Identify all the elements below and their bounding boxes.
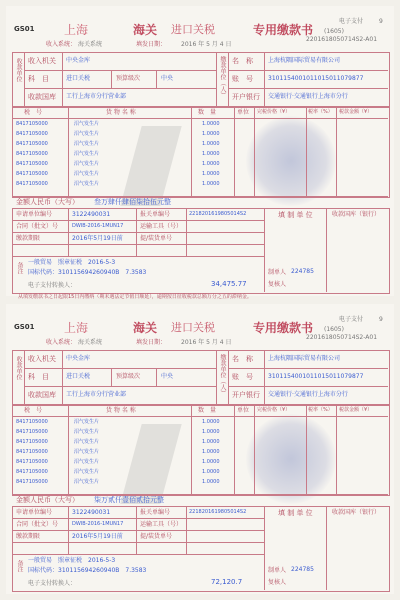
amount-words: 柒万贰仟壹佰贰拾元整 [94, 496, 164, 504]
form-no: (1605) [324, 326, 344, 333]
port-name: 上海 [64, 321, 89, 335]
item-tax-no: 8417105000 [16, 131, 48, 137]
left-row-0-value: 中央金库 [66, 57, 91, 64]
item-goods-name: 沼气发生片 [74, 449, 100, 455]
payment-notice: 从填发缴款书之日起限15日内缴纳（期末遇法定节假日顺延），逾期按日征收税款总额万分之五的滞纳金。 [18, 294, 252, 300]
transport-label: 运输工具（号） [140, 521, 183, 528]
budget-level-label: 预算级次 [116, 373, 141, 380]
item-tax-no: 8417105000 [16, 141, 48, 147]
form-no: (1605) [324, 28, 344, 35]
title-form: 专用缴款书 [253, 23, 314, 37]
item-tax-no: 8417105000 [16, 429, 48, 435]
applicant-no: 3122490031 [72, 509, 111, 516]
amount-total: 72,120.7 [211, 578, 243, 586]
remark-line-1: 国标代码：310115694260940B 7.3583 [28, 269, 147, 276]
transport-label: 运输工具（号） [140, 223, 183, 230]
col-header-rate: 税率（%） [308, 109, 333, 115]
amount-total: 34,475.77 [211, 280, 247, 288]
col-header-qty: 数 量 [198, 407, 217, 414]
col-header-goods: 货 物 名 称 [106, 407, 136, 414]
item-qty: 1.0000 [202, 469, 220, 475]
epay-no: 9 [379, 316, 383, 323]
budget-level: 中央 [161, 373, 174, 380]
epay-label: 电子支付 [339, 18, 364, 25]
budget-level-label: 预算级次 [116, 75, 141, 82]
col-header-unit: 单位 [237, 109, 250, 116]
item-goods-name: 沼气发生片 [74, 419, 100, 425]
item-tax-no: 8417105000 [16, 171, 48, 177]
contract-label: 合同（批文）号 [16, 223, 59, 230]
right-row-0-value: 上海杭隅国际贸易有限公司 [268, 355, 341, 362]
epay-no: 9 [379, 18, 383, 25]
left-row-0-label: 收入机关 [28, 355, 56, 363]
col-header-unit: 单位 [237, 407, 250, 414]
e-payment-label: 电子支付转换人： [28, 580, 77, 587]
port-name: 上海 [64, 23, 89, 37]
serial-no: 2201618050714S2-A01 [306, 334, 378, 341]
collector-value: 海关系统 [78, 339, 103, 346]
item-goods-name: 沼气发生片 [74, 161, 100, 167]
item-goods-name: 沼气发生片 [74, 459, 100, 465]
payment-slip [6, 6, 394, 296]
collector-label: 收入系统： [46, 339, 77, 346]
applicant-no: 3122490031 [72, 211, 111, 218]
serial-no: 2201618050714S2-A01 [306, 36, 378, 43]
customs-decl-no: 2218201619805014S2 [189, 509, 247, 515]
payer-label: 缴款单位（人） [219, 56, 226, 98]
maker: 224785 [291, 268, 314, 275]
contract-label: 合同（批文）号 [16, 521, 59, 528]
title-form: 专用缴款书 [253, 321, 314, 335]
title-type: 进口关税 [171, 321, 215, 334]
remark-line-1: 国标代码：310115694260940B 7.3583 [28, 567, 147, 574]
right-row-2-value: 交通银行·交通银行上海市分行 [268, 93, 348, 100]
item-tax-no: 8417105000 [16, 181, 48, 187]
right-row-2-label: 开户银行 [232, 391, 260, 399]
col-header-tax-no: 税 号 [24, 109, 43, 116]
customs-decl-label: 报关单编号 [140, 211, 171, 218]
item-tax-no: 8417105000 [16, 419, 48, 425]
remark-line-0: 一般贸易 照章征税 2016-5-3 [28, 259, 116, 266]
collector-value: 海关系统 [78, 41, 103, 48]
customs-decl-label: 报关单编号 [140, 509, 171, 516]
right-row-2-label: 开户银行 [232, 93, 260, 101]
deadline-label: 缴款期限 [16, 235, 41, 242]
maker-label: 制单人 [268, 269, 287, 276]
item-goods-name: 沼气发生片 [74, 181, 100, 187]
col-header-price: 完税价格（¥） [257, 109, 291, 115]
amount-words-label: 金额人民币（大写） [16, 198, 79, 206]
remark-line-0: 一般贸易 照章征税 2016-5-3 [28, 557, 116, 564]
left-row-1-value: 进口关税 [66, 373, 91, 380]
left-row-0-label: 收入机关 [28, 57, 56, 65]
receiving-unit-label: 填 制 单 位 [278, 509, 313, 517]
right-row-0-label: 名 称 [232, 57, 253, 65]
col-header-amount: 税款金额（¥） [339, 407, 373, 413]
customs-decl-no: 2218201619805014S2 [189, 211, 247, 217]
item-qty: 1.0000 [202, 171, 220, 177]
left-row-1-value: 进口关税 [66, 75, 91, 82]
item-tax-no: 8417105000 [16, 459, 48, 465]
item-qty: 1.0000 [202, 131, 220, 137]
col-header-qty: 数 量 [198, 109, 217, 116]
item-qty: 1.0000 [202, 459, 220, 465]
amount-words: 叁万肆仟肆佰柒拾伍元整 [94, 198, 171, 206]
item-qty: 1.0000 [202, 429, 220, 435]
item-goods-name: 沼气发生片 [74, 131, 100, 137]
item-qty: 1.0000 [202, 141, 220, 147]
item-qty: 1.0000 [202, 181, 220, 187]
item-tax-no: 8417105000 [16, 121, 48, 127]
right-row-1-value: 3101154001011015011079877 [268, 373, 364, 380]
right-row-1-label: 账 号 [232, 373, 253, 381]
left-row-2-label: 收款国库 [28, 391, 56, 399]
receiving-bank-label: 收款国库（银行） [332, 509, 381, 516]
epay-label: 电子支付 [339, 316, 364, 323]
amount-words-label: 金额人民币（大写） [16, 496, 79, 504]
item-qty: 1.0000 [202, 479, 220, 485]
receiving-unit-label: 填 制 单 位 [278, 211, 313, 219]
title-customs: 海关 [133, 321, 158, 335]
title-type: 进口关税 [171, 23, 215, 36]
reviewer-label: 复核人 [268, 281, 287, 288]
item-tax-no: 8417105000 [16, 479, 48, 485]
fill-date: 2016 年 5 月 4 日 [181, 41, 232, 48]
deadline: 2016年5月19日前 [72, 235, 123, 242]
collector-label: 收入系统： [46, 41, 77, 48]
item-goods-name: 沼气发生片 [74, 469, 100, 475]
left-row-2-value: 工行上海市分行营业部 [66, 93, 127, 100]
title-customs: 海关 [133, 23, 158, 37]
left-row-2-label: 收款国库 [28, 93, 56, 101]
deadline-label: 缴款期限 [16, 533, 41, 540]
col-header-goods: 货 物 名 称 [106, 109, 136, 116]
maker-label: 制单人 [268, 567, 287, 574]
item-goods-name: 沼气发生片 [74, 171, 100, 177]
contract-no: DWIB-2016-1MUN17 [72, 223, 124, 229]
col-header-amount: 税款金额（¥） [339, 109, 373, 115]
budget-level: 中央 [161, 75, 174, 82]
receiving-bank-label: 收款国库（银行） [332, 211, 381, 218]
item-tax-no: 8417105000 [16, 469, 48, 475]
item-qty: 1.0000 [202, 151, 220, 157]
collector-vertical-label: 收款单位 [15, 58, 22, 82]
item-qty: 1.0000 [202, 419, 220, 425]
e-payment-label: 电子支付转换人： [28, 282, 77, 289]
payment-slip [6, 304, 394, 594]
fill-date-label: 填发日期： [136, 339, 167, 346]
remark-label: 备注 [16, 262, 23, 274]
left-row-1-label: 科 目 [28, 373, 49, 381]
col-header-tax-no: 税 号 [24, 407, 43, 414]
left-row-1-label: 科 目 [28, 75, 49, 83]
right-row-0-value: 上海杭隅国际贸易有限公司 [268, 57, 341, 64]
right-row-1-value: 3101154001011015011079877 [268, 75, 364, 82]
applicant-label: 申请单位编号 [16, 211, 53, 218]
col-header-rate: 税率（%） [308, 407, 333, 413]
slip-code: GS01 [14, 323, 35, 331]
right-row-2-value: 交通银行·交通银行上海市分行 [268, 391, 348, 398]
item-qty: 1.0000 [202, 449, 220, 455]
item-goods-name: 沼气发生片 [74, 479, 100, 485]
left-row-2-value: 工行上海市分行营业部 [66, 391, 127, 398]
fill-date-label: 填发日期： [136, 41, 167, 48]
item-tax-no: 8417105000 [16, 161, 48, 167]
item-goods-name: 沼气发生片 [74, 141, 100, 147]
item-tax-no: 8417105000 [16, 449, 48, 455]
reviewer-label: 复核人 [268, 579, 287, 586]
item-goods-name: 沼气发生片 [74, 151, 100, 157]
cargo-label: 提/装货单号 [140, 235, 173, 242]
fill-date: 2016 年 5 月 4 日 [181, 339, 232, 346]
contract-no: DWIB-2016-1MUN17 [72, 521, 124, 527]
cargo-label: 提/装货单号 [140, 533, 173, 540]
deadline: 2016年5月19日前 [72, 533, 123, 540]
item-tax-no: 8417105000 [16, 151, 48, 157]
payer-label: 缴款单位（人） [219, 354, 226, 396]
collector-vertical-label: 收款单位 [15, 356, 22, 380]
item-qty: 1.0000 [202, 121, 220, 127]
right-row-0-label: 名 称 [232, 355, 253, 363]
slip-code: GS01 [14, 25, 35, 33]
maker: 224785 [291, 566, 314, 573]
item-goods-name: 沼气发生片 [74, 439, 100, 445]
col-header-price: 完税价格（¥） [257, 407, 291, 413]
item-qty: 1.0000 [202, 439, 220, 445]
applicant-label: 申请单位编号 [16, 509, 53, 516]
item-goods-name: 沼气发生片 [74, 429, 100, 435]
item-qty: 1.0000 [202, 161, 220, 167]
item-tax-no: 8417105000 [16, 439, 48, 445]
item-goods-name: 沼气发生片 [74, 121, 100, 127]
remark-label: 备注 [16, 560, 23, 572]
left-row-0-value: 中央金库 [66, 355, 91, 362]
right-row-1-label: 账 号 [232, 75, 253, 83]
